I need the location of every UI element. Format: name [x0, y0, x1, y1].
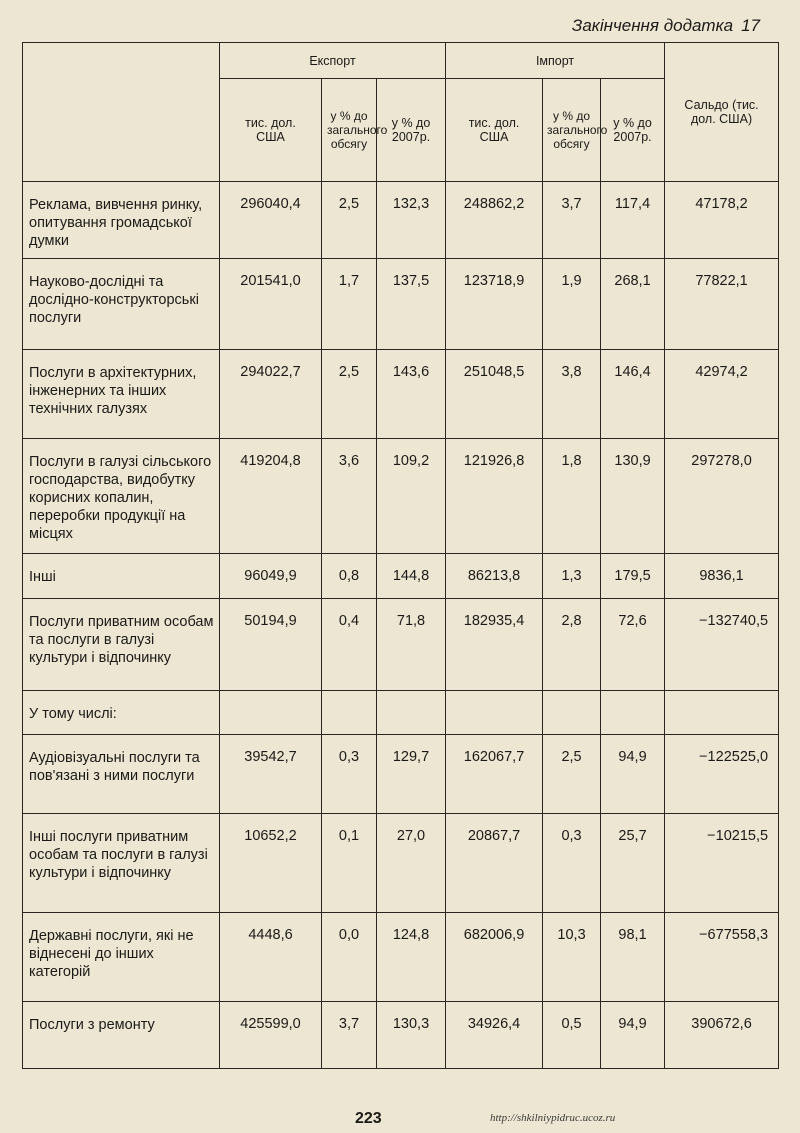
table-row	[23, 735, 779, 814]
import-pct2007-cell: 146,4	[601, 350, 665, 439]
row-label: Інші	[23, 554, 220, 599]
export-share-cell: 0,3	[322, 735, 377, 814]
import-pct2007-cell: 130,9	[601, 439, 665, 554]
export-value-cell: 39542,7	[220, 735, 322, 814]
import-value-cell: 121926,8	[446, 439, 543, 554]
corner-cell	[23, 43, 220, 182]
import-value-cell: 682006,9	[446, 913, 543, 1002]
services-trade-table	[22, 42, 779, 1069]
import-share-cell: 0,5	[543, 1002, 601, 1069]
row-label: Аудіовізуальні послуги та пов'язані з ними послуги	[23, 735, 220, 814]
export-pct2007-cell: 109,2	[377, 439, 446, 554]
export-group-header: Експорт	[220, 43, 446, 79]
table-row	[23, 439, 779, 554]
page-header	[572, 16, 760, 36]
export-value-cell: 201541,0	[220, 259, 322, 350]
row-label: Реклама, вивчення ринку, опитування громадської думки	[23, 182, 220, 259]
import-value-header: тис. дол. США	[446, 79, 543, 182]
balance-cell: −677558,3	[665, 913, 779, 1002]
export-value-cell: 419204,8	[220, 439, 322, 554]
export-pct2007-cell: 132,3	[377, 182, 446, 259]
export-share-cell: 0,8	[322, 554, 377, 599]
table-row	[23, 182, 779, 259]
import-share-cell: 3,7	[543, 182, 601, 259]
table-row	[23, 814, 779, 913]
balance-cell: 47178,2	[665, 182, 779, 259]
balance-cell: 77822,1	[665, 259, 779, 350]
import-value-cell: 34926,4	[446, 1002, 543, 1069]
import-value-cell	[446, 691, 543, 735]
export-share-cell: 0,4	[322, 599, 377, 691]
import-pct2007-cell: 72,6	[601, 599, 665, 691]
import-share-cell	[543, 691, 601, 735]
import-share-header: у % до загального обсягу	[543, 79, 601, 182]
export-pct2007-cell: 27,0	[377, 814, 446, 913]
import-share-cell: 2,5	[543, 735, 601, 814]
import-pct2007-cell: 179,5	[601, 554, 665, 599]
table-row	[23, 554, 779, 599]
row-label: Послуги в галузі сільського господарства, видобутку корисних копалин, переробки продукції на місцях	[23, 439, 220, 554]
import-share-cell: 2,8	[543, 599, 601, 691]
import-share-cell: 10,3	[543, 913, 601, 1002]
import-value-cell: 248862,2	[446, 182, 543, 259]
row-label: Послуги з ремонту	[23, 1002, 220, 1069]
table-row	[23, 1002, 779, 1069]
import-value-cell: 20867,7	[446, 814, 543, 913]
export-value-cell: 50194,9	[220, 599, 322, 691]
export-share-cell: 2,5	[322, 182, 377, 259]
import-value-cell: 162067,7	[446, 735, 543, 814]
export-share-cell	[322, 691, 377, 735]
export-share-cell: 0,1	[322, 814, 377, 913]
import-value-cell: 86213,8	[446, 554, 543, 599]
row-label: Послуги в архітектурних, інженерних та інших технічних галузях	[23, 350, 220, 439]
import-value-cell: 182935,4	[446, 599, 543, 691]
import-pct2007-header: у % до 2007р.	[601, 79, 665, 182]
import-pct2007-cell: 98,1	[601, 913, 665, 1002]
table-row	[23, 913, 779, 1002]
balance-cell: 297278,0	[665, 439, 779, 554]
export-pct2007-cell: 130,3	[377, 1002, 446, 1069]
row-label: Державні послуги, які не віднесені до інших категорій	[23, 913, 220, 1002]
export-share-cell: 2,5	[322, 350, 377, 439]
export-value-cell: 96049,9	[220, 554, 322, 599]
page-number: 223	[355, 1110, 382, 1127]
header-title: Закінчення додатка	[571, 16, 734, 35]
row-label: Науково-дослідні та дослідно-конструкторські послуги	[23, 259, 220, 350]
export-value-cell: 4448,6	[220, 913, 322, 1002]
balance-header: Сальдо (тис. дол. США)	[665, 43, 779, 182]
import-pct2007-cell	[601, 691, 665, 735]
import-pct2007-cell: 117,4	[601, 182, 665, 259]
balance-cell: −122525,0	[665, 735, 779, 814]
balance-cell: −132740,5	[665, 599, 779, 691]
export-value-cell: 425599,0	[220, 1002, 322, 1069]
table-row	[23, 691, 779, 735]
footer-url: http://shkilniypidruc.ucoz.ru	[490, 1112, 616, 1124]
export-pct2007-header: у % до 2007р.	[377, 79, 446, 182]
table-row	[23, 599, 779, 691]
import-pct2007-cell: 268,1	[601, 259, 665, 350]
import-value-cell: 123718,9	[446, 259, 543, 350]
import-pct2007-cell: 94,9	[601, 735, 665, 814]
balance-cell: 42974,2	[665, 350, 779, 439]
row-label: Інші послуги приватним особам та послуги в галузі культури і відпочинку	[23, 814, 220, 913]
table-row	[23, 350, 779, 439]
export-share-cell: 3,6	[322, 439, 377, 554]
balance-cell	[665, 691, 779, 735]
import-group-header: Імпорт	[446, 43, 665, 79]
export-share-cell: 0,0	[322, 913, 377, 1002]
import-share-cell: 3,8	[543, 350, 601, 439]
import-pct2007-cell: 94,9	[601, 1002, 665, 1069]
header-number: 17	[741, 16, 760, 35]
export-pct2007-cell	[377, 691, 446, 735]
export-share-header: у % до загального обсягу	[322, 79, 377, 182]
balance-cell: 9836,1	[665, 554, 779, 599]
import-share-cell: 1,8	[543, 439, 601, 554]
export-pct2007-cell: 129,7	[377, 735, 446, 814]
import-share-cell: 1,3	[543, 554, 601, 599]
table-row	[23, 259, 779, 350]
row-label: Послуги приватним особам та послуги в галузі культури і відпочинку	[23, 599, 220, 691]
export-pct2007-cell: 143,6	[377, 350, 446, 439]
import-pct2007-cell: 25,7	[601, 814, 665, 913]
export-value-cell: 10652,2	[220, 814, 322, 913]
export-value-cell	[220, 691, 322, 735]
row-label: У тому числі:	[23, 691, 220, 735]
import-value-cell: 251048,5	[446, 350, 543, 439]
import-share-cell: 1,9	[543, 259, 601, 350]
export-pct2007-cell: 144,8	[377, 554, 446, 599]
export-pct2007-cell: 137,5	[377, 259, 446, 350]
export-value-header: тис. дол. США	[220, 79, 322, 182]
export-pct2007-cell: 124,8	[377, 913, 446, 1002]
export-pct2007-cell: 71,8	[377, 599, 446, 691]
balance-cell: −10215,5	[665, 814, 779, 913]
export-value-cell: 294022,7	[220, 350, 322, 439]
balance-cell: 390672,6	[665, 1002, 779, 1069]
import-share-cell: 0,3	[543, 814, 601, 913]
export-share-cell: 1,7	[322, 259, 377, 350]
export-value-cell: 296040,4	[220, 182, 322, 259]
export-share-cell: 3,7	[322, 1002, 377, 1069]
